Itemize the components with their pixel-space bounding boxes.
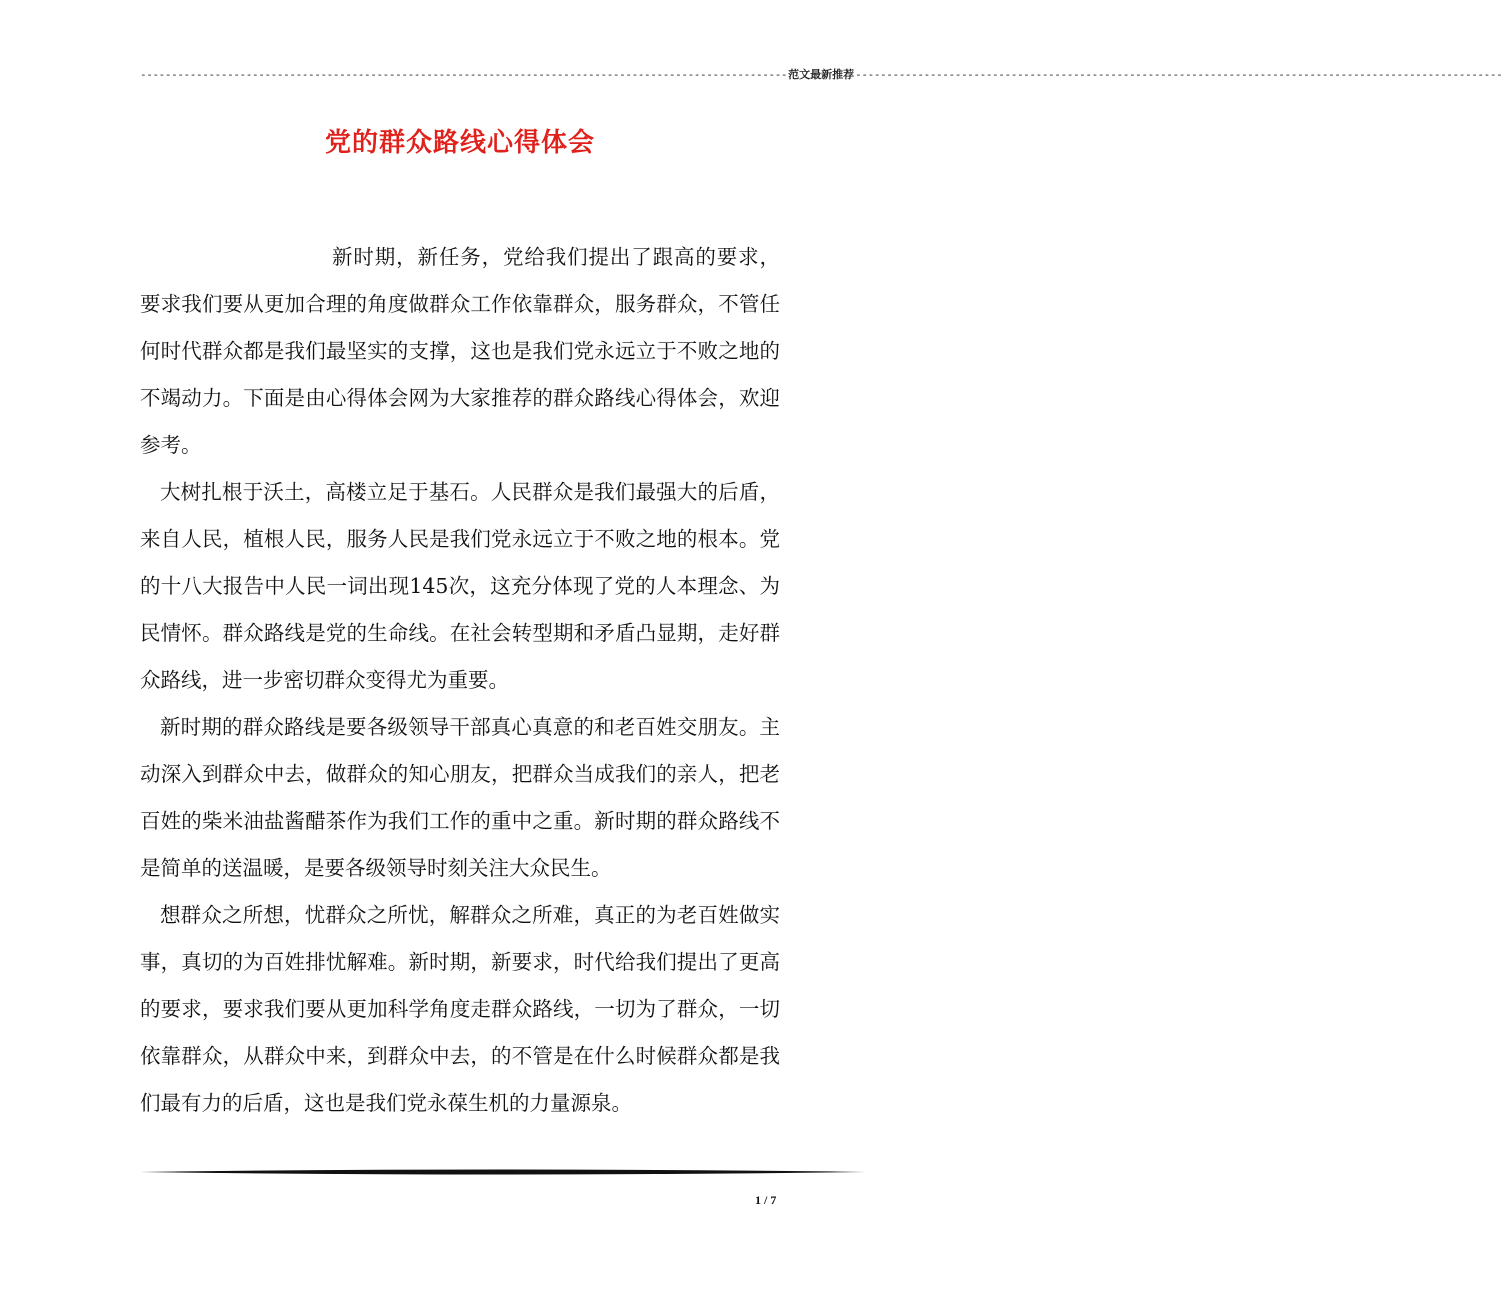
footer-divider <box>140 1168 865 1176</box>
header-label: 范文最新推荐 <box>788 68 855 81</box>
paragraph-3: 新时期的群众路线是要各级领导干部真心真意的和老百姓交朋友。主动深入到群众中去，做群众的知心朋友，把群众当成我们的亲人，把老百姓的柴米油盐酱醋茶作为我们工作的重中之重。新时期的群众路线不是简单的送温暖，是要各级领导时刻关注大众民生。 <box>140 715 780 880</box>
header-line <box>140 66 1502 84</box>
paragraph-4: 想群众之所想，忧群众之所忧，解群众之所难，真正的为老百姓做实事，真切的为百姓排忧解难。新时期，新要求，时代给我们提出了更高的要求，要求我们要从更加科学角度走群众路线，一切为了群众，一切依靠群众，从群众中来，到群众中去，的不管是在什么时候群众都是我们最有力的后盾，这也是我们党永葆生机的力量源泉。 <box>140 903 780 1115</box>
header-right-dashes: -------------------------------------------------------------------------------------------------------- <box>855 68 1502 81</box>
page-number: 1 / 7 <box>755 1193 777 1207</box>
header-left-dashes: -------------------------------------------------------------------------------------------------------- <box>140 68 788 81</box>
paragraph-2: 大树扎根于沃土，高楼立足于基石。人民群众是我们最强大的后盾，来自人民，植根人民，服务人民是我们党永远立于不败之地的根本。党的十八大报告中人民一词出现145次，这充分体现了党的人本理念、为民情怀。群众路线是党的生命线。在社会转型期和矛盾凸显期，走好群众路线，进一步密切群众变得尤为重要。 <box>140 480 780 692</box>
document-body <box>140 234 780 1127</box>
document-title: 党的群众路线心得体会 <box>324 128 595 158</box>
paragraph-intro: 新时期，新任务，党给我们提出了跟高的要求，要求我们要从更加合理的角度做群众工作依靠群众，服务群众，不管任何时代群众都是我们最坚实的支撑，这也是我们党永远立于不败之地的不竭动力。下面是由心得体会网为大家推荐的群众路线心得体会，欢迎参考。 <box>140 245 780 457</box>
